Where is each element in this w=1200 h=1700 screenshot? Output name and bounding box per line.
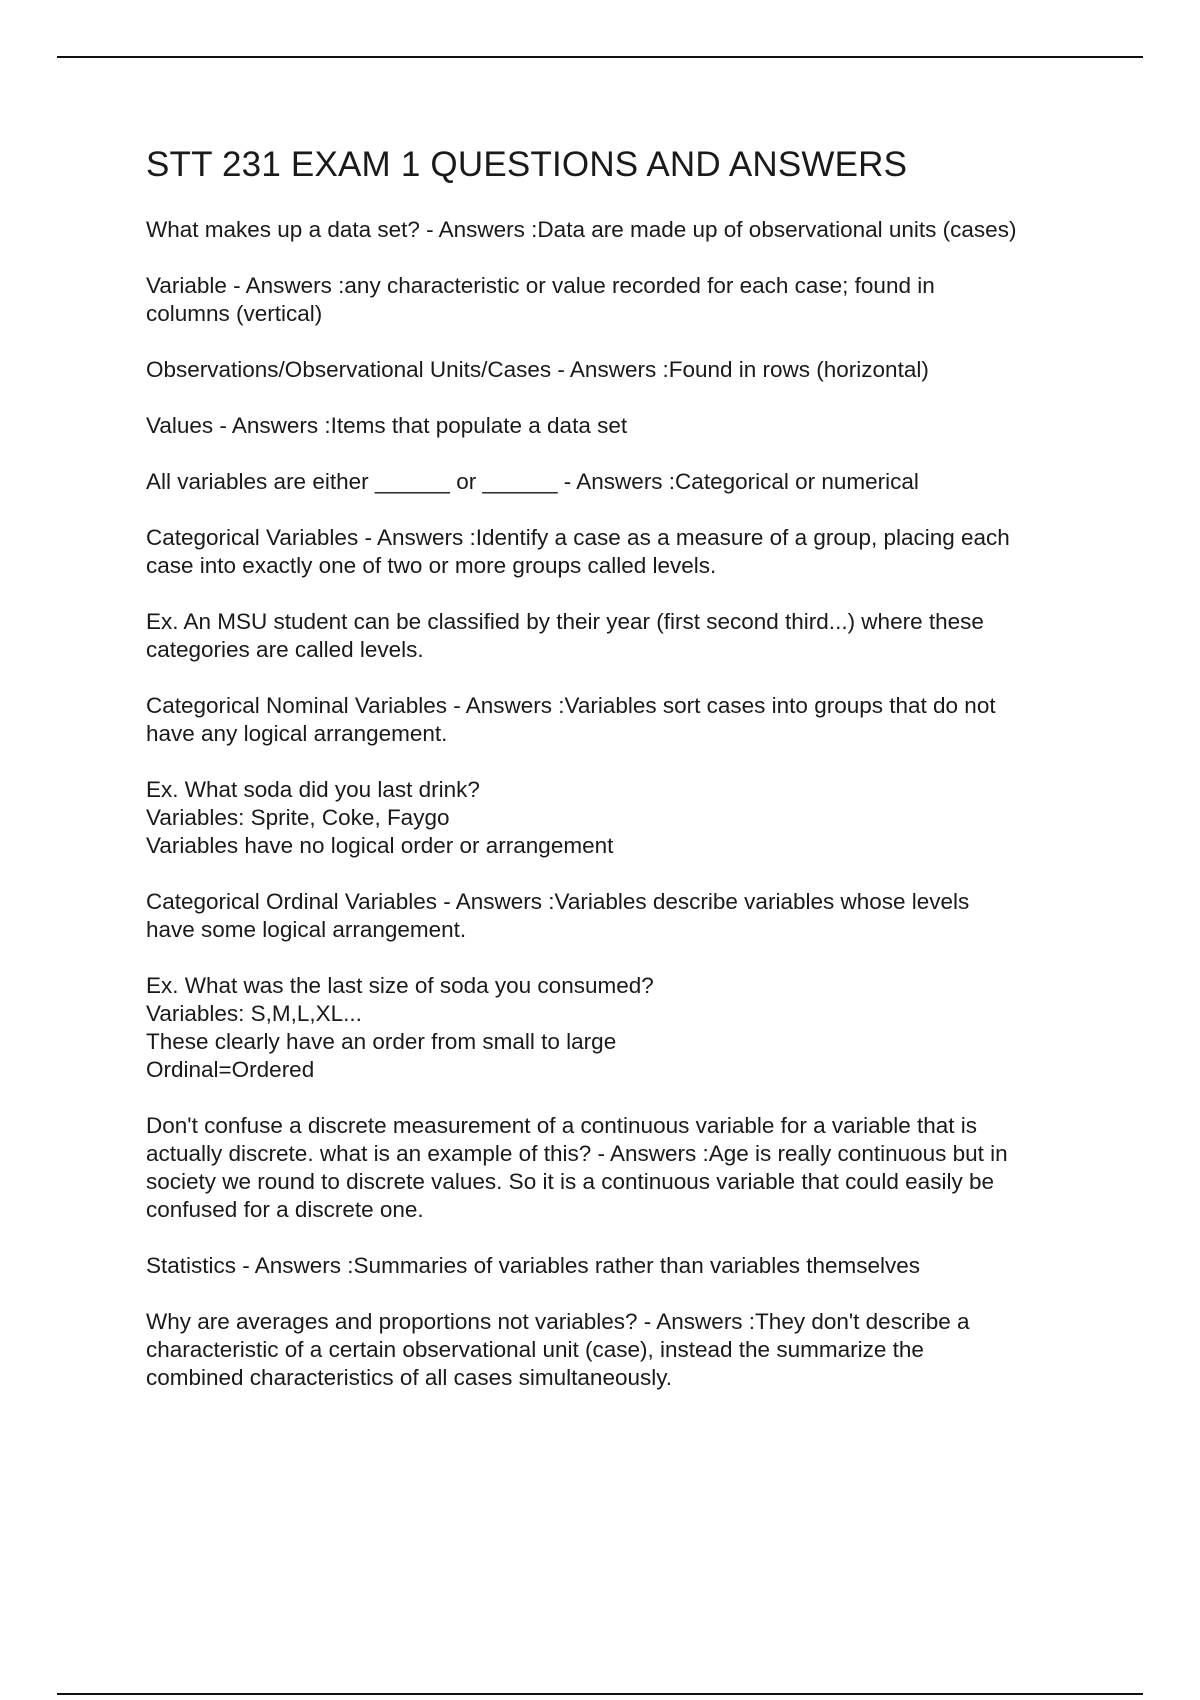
- text-line: Ex. An MSU student can be classified by their year (first second third...) where these: [146, 609, 984, 634]
- qa-block: [146, 216, 1096, 244]
- bottom-rule: [57, 1693, 1143, 1695]
- qa-block: [146, 272, 1096, 328]
- text-line: Don't confuse a discrete measurement of a continuous variable for a variable that is: [146, 1113, 977, 1138]
- text-line: These clearly have an order from small to large: [146, 1029, 617, 1054]
- text-line: Categorical Variables - Answers :Identify a case as a measure of a group, placing each: [146, 525, 1010, 550]
- qa-block: [146, 412, 1096, 440]
- text-line: Ordinal=Ordered: [146, 1057, 315, 1082]
- text-line: characteristic of a certain observational unit (case), instead the summarize the: [146, 1337, 924, 1362]
- text-line: Categorical Nominal Variables - Answers :Variables sort cases into groups that do not: [146, 693, 996, 718]
- qa-list: [146, 216, 1096, 1392]
- qa-block: [146, 1252, 1096, 1280]
- text-line: Values - Answers :Items that populate a data set: [146, 413, 628, 438]
- document-title: STT 231 EXAM 1 QUESTIONS AND ANSWERS: [146, 145, 908, 184]
- top-rule: [57, 56, 1143, 58]
- qa-block: [146, 888, 1096, 944]
- text-line: combined characteristics of all cases simultaneously.: [146, 1365, 673, 1390]
- text-line: Observations/Observational Units/Cases - Answers :Found in rows (horizontal): [146, 357, 929, 382]
- text-line: Statistics - Answers :Summaries of variables rather than variables themselves: [146, 1253, 921, 1278]
- text-line: have any logical arrangement.: [146, 721, 448, 746]
- text-line: have some logical arrangement.: [146, 917, 467, 942]
- qa-block: [146, 776, 1096, 860]
- qa-block: [146, 608, 1096, 664]
- qa-block: [146, 468, 1096, 496]
- text-line: All variables are either ______ or ______ - Answers :Categorical or numerical: [146, 469, 919, 494]
- text-line: categories are called levels.: [146, 637, 424, 662]
- text-line: columns (vertical): [146, 301, 323, 326]
- text-line: Categorical Ordinal Variables - Answers :Variables describe variables whose levels: [146, 889, 970, 914]
- qa-block: [146, 356, 1096, 384]
- text-line: Variables have no logical order or arrangement: [146, 833, 614, 858]
- text-line: What makes up a data set? - Answers :Data are made up of observational units (cases): [146, 217, 1017, 242]
- document-body: [146, 140, 1096, 1420]
- text-line: Variables: Sprite, Coke, Faygo: [146, 805, 450, 830]
- qa-block: [146, 524, 1096, 580]
- qa-block: [146, 972, 1096, 1084]
- text-line: case into exactly one of two or more groups called levels.: [146, 553, 717, 578]
- text-line: Variables: S,M,L,XL...: [146, 1001, 362, 1026]
- text-line: actually discrete. what is an example of this? - Answers :Age is really continuous but in: [146, 1141, 1008, 1166]
- text-line: Ex. What soda did you last drink?: [146, 777, 480, 802]
- qa-block: [146, 1308, 1096, 1392]
- text-line: confused for a discrete one.: [146, 1197, 424, 1222]
- text-line: Ex. What was the last size of soda you consumed?: [146, 973, 654, 998]
- text-line: Variable - Answers :any characteristic or value recorded for each case; found in: [146, 273, 935, 298]
- qa-block: [146, 692, 1096, 748]
- text-line: Why are averages and proportions not variables? - Answers :They don't describe a: [146, 1309, 970, 1334]
- text-line: society we round to discrete values. So it is a continuous variable that could easily be: [146, 1169, 994, 1194]
- qa-block: [146, 1112, 1096, 1224]
